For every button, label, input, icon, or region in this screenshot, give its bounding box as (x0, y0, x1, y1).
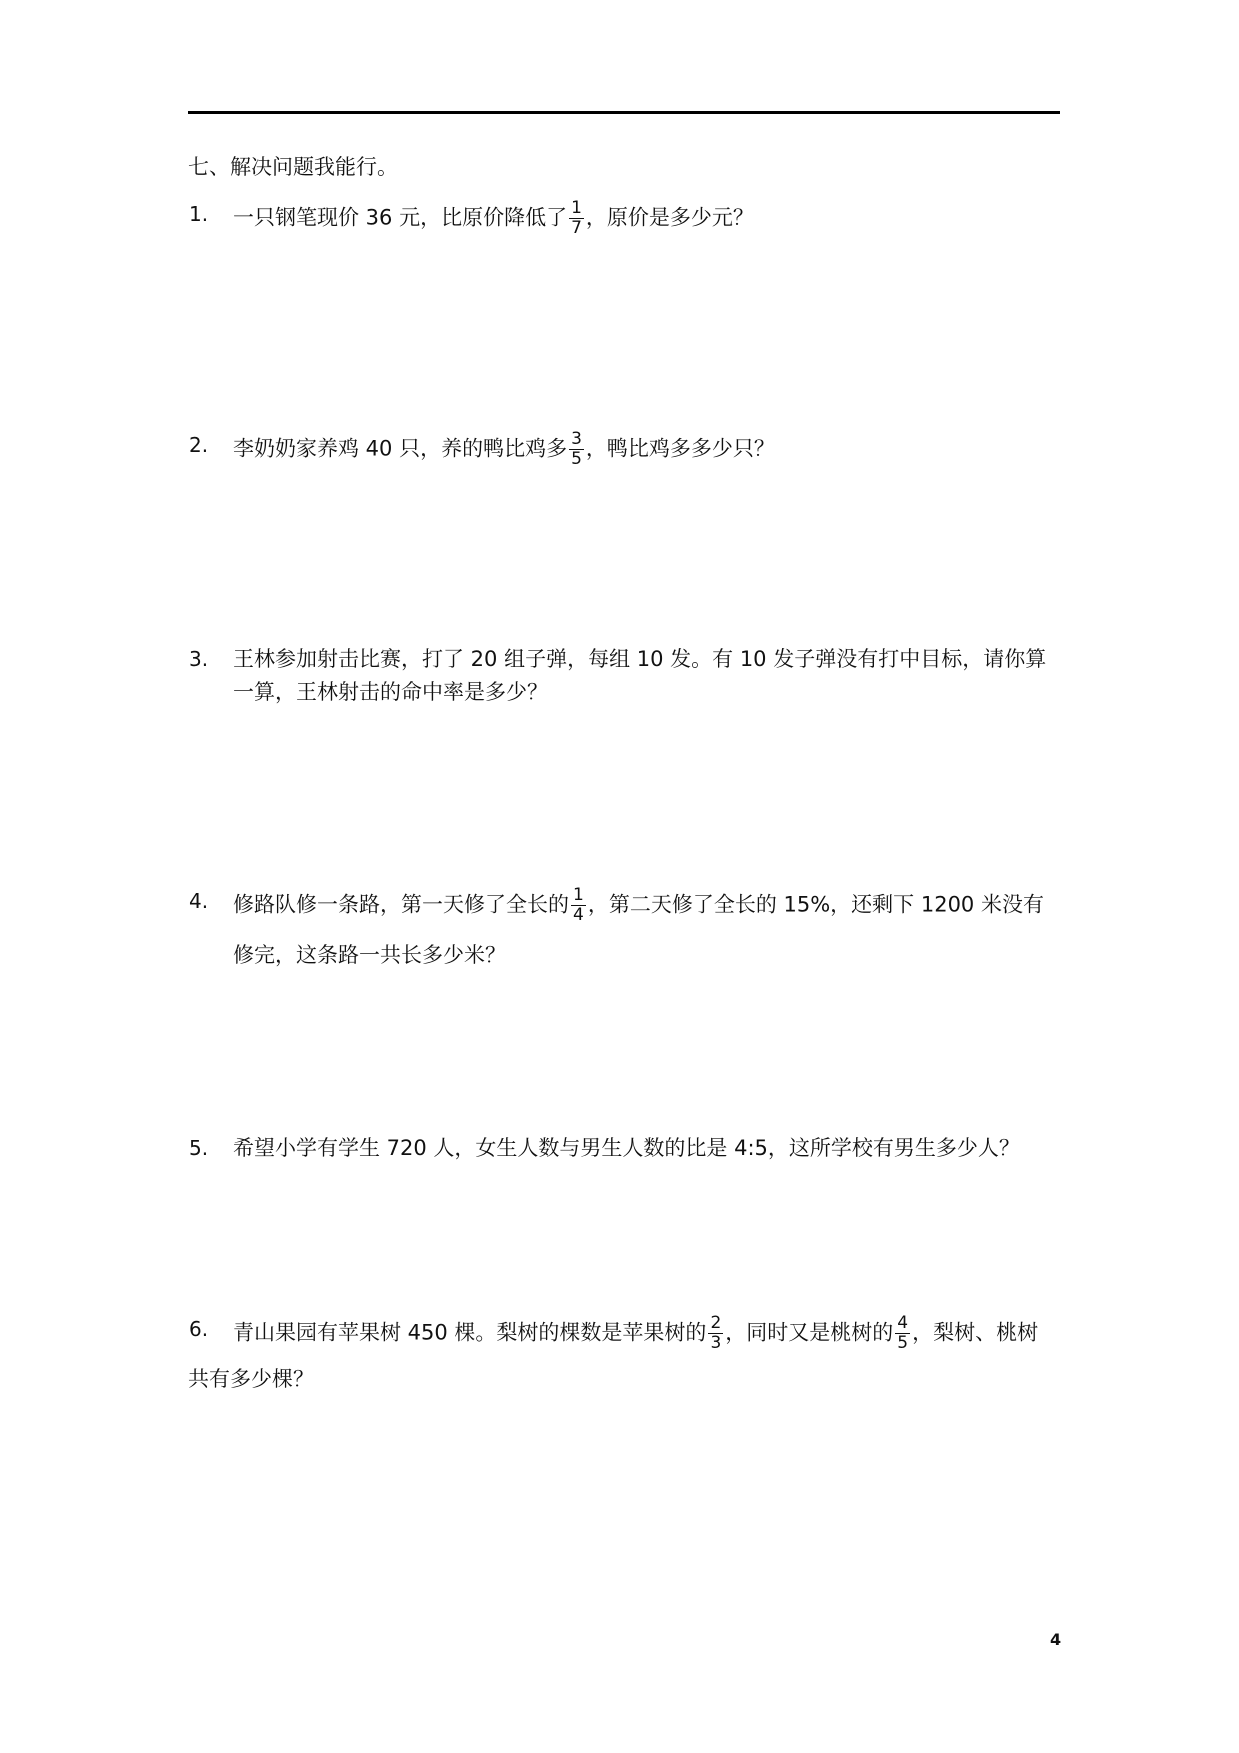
question-text: ，梨树、桃树 (912, 1320, 1039, 1345)
fraction (571, 886, 586, 925)
question-6-number: 6. (189, 1317, 209, 1341)
numerator: 2 (710, 1313, 722, 1333)
denominator: 5 (571, 449, 582, 469)
section-title: 七、解决问题我能行。 (188, 155, 398, 179)
fraction (895, 1314, 910, 1353)
page-number: 4 (1050, 1630, 1062, 1649)
question-text: ，鸭比鸡多多少只？ (585, 436, 775, 461)
question-1-number: 1. (189, 202, 209, 226)
question-text: 青山果园有苹果树 450 棵。梨树的棵数是苹果树的 (233, 1320, 707, 1345)
question-text: 一只钢笔现价 36 元，比原价降低了 (233, 205, 568, 230)
denominator: 3 (710, 1333, 722, 1353)
numerator: 1 (573, 885, 584, 905)
question-text: 李奶奶家养鸡 40 只，养的鸭比鸡多 (233, 436, 568, 461)
question-text: ，原价是多少元？ (585, 205, 754, 230)
question-3-number: 3. (189, 647, 209, 671)
fraction (569, 430, 584, 469)
question-2-number: 2. (189, 433, 209, 457)
question-3-line-2: 一算，王林射击的命中率是多少？ (233, 680, 548, 704)
question-text: ，第二天修了全长的 15%，还剩下 1200 米没有 (587, 892, 1044, 917)
question-2 (233, 430, 775, 469)
header-rule (188, 111, 1060, 114)
question-6-line-2: 共有多少棵？ (188, 1367, 314, 1391)
question-4-line-1 (233, 886, 1044, 925)
numerator: 3 (571, 429, 582, 449)
numerator: 4 (897, 1313, 909, 1333)
question-5: 希望小学有学生 720 人，女生人数与男生人数的比是 4:5，这所学校有男生多少人？ (233, 1136, 1020, 1160)
denominator: 4 (573, 905, 584, 925)
question-6-line-1 (233, 1314, 1038, 1353)
fraction (569, 199, 584, 238)
question-1 (233, 199, 754, 238)
question-3-line-1: 王林参加射击比赛，打了 20 组子弹，每组 10 发。有 10 发子弹没有打中目标，请你算 (233, 647, 1047, 671)
numerator: 1 (571, 198, 582, 218)
question-text: 修路队修一条路，第一天修了全长的 (233, 892, 569, 917)
question-5-number: 5. (189, 1136, 209, 1160)
question-4-line-2: 修完，这条路一共长多少米？ (233, 943, 506, 967)
denominator: 7 (571, 218, 582, 238)
fraction (708, 1314, 723, 1353)
denominator: 5 (897, 1333, 909, 1353)
question-text: ，同时又是桃树的 (725, 1320, 894, 1345)
question-4-number: 4. (189, 889, 209, 913)
